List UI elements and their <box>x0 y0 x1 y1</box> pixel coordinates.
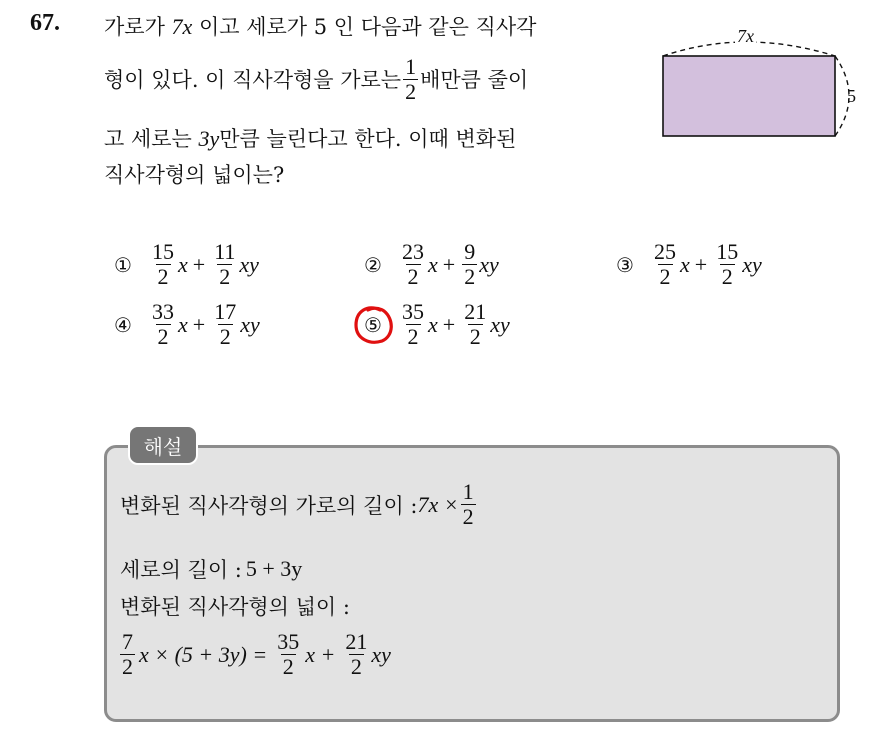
choice-var: xy <box>479 251 499 277</box>
height-label: 5 <box>847 86 856 106</box>
solution-expr: 5 + 3y <box>245 556 303 581</box>
question-var-3y: 3y <box>198 126 220 151</box>
choice-fraction <box>150 240 176 289</box>
choice-2[interactable] <box>360 240 499 289</box>
choice-fraction <box>462 300 488 349</box>
question-number: 67. <box>30 10 60 36</box>
fraction-numerator: 17 <box>214 299 237 324</box>
choice-number: ① <box>114 252 132 277</box>
fraction-numerator: 35 <box>402 299 424 324</box>
choice-4[interactable] <box>110 300 260 349</box>
solution-text: 변화된 직사각형의 가로의 길이 : <box>120 493 418 518</box>
fraction-denominator: 2 <box>721 264 733 289</box>
fraction-numerator: 25 <box>654 239 676 264</box>
fraction-numerator: 21 <box>464 299 487 324</box>
choice-var: x <box>428 251 438 277</box>
choice-fraction <box>400 240 426 289</box>
rectangle-diagram <box>655 20 870 150</box>
question-text: 가로가 <box>104 15 172 39</box>
fraction-denominator: 2 <box>407 324 419 349</box>
solution-line-1 <box>120 480 478 529</box>
fraction-denominator: 2 <box>405 79 417 104</box>
solution-fraction <box>343 630 369 679</box>
solution-fraction <box>120 630 135 679</box>
fraction-numerator: 21 <box>345 629 368 654</box>
fraction-denominator: 2 <box>659 264 671 289</box>
fraction-denominator: 2 <box>157 324 169 349</box>
fraction-denominator: 2 <box>157 264 169 289</box>
question-text: 배만큼 줄이 <box>420 67 529 92</box>
fraction-denominator: 2 <box>219 324 231 349</box>
choice-fraction <box>652 240 678 289</box>
choice-var: xy <box>742 251 762 277</box>
question-var-7x: 7x <box>171 14 193 39</box>
solution-text: 세로의 길이 : <box>120 558 242 582</box>
choice-var: xy <box>240 311 260 337</box>
choice-number: ② <box>364 252 382 277</box>
solution-expr: xy <box>371 641 391 667</box>
choice-var: xy <box>490 311 510 337</box>
purple-rectangle <box>663 56 835 136</box>
fraction-numerator: 1 <box>405 54 417 79</box>
solution-expr: x × (5 + 3y) = <box>139 641 268 667</box>
choice-var: x <box>428 311 438 337</box>
fraction-denominator: 2 <box>462 504 474 529</box>
choice-var: xy <box>239 251 259 277</box>
fraction-denominator: 2 <box>350 654 362 679</box>
choice-fraction <box>714 240 740 289</box>
choice-var: x <box>178 311 188 337</box>
choice-1[interactable] <box>110 240 259 289</box>
plus-sign: + <box>694 251 708 277</box>
solution-line-4 <box>118 630 391 679</box>
choice-fraction <box>462 240 477 289</box>
plus-sign: + <box>192 251 206 277</box>
fraction-numerator: 11 <box>214 239 236 264</box>
plus-sign: + <box>442 311 456 337</box>
choice-number <box>360 313 386 337</box>
choice-3[interactable] <box>612 240 762 289</box>
plus-sign: + <box>442 251 456 277</box>
fraction-denominator: 2 <box>464 264 476 289</box>
question-line-1 <box>104 12 536 42</box>
choice-var: x <box>680 251 690 277</box>
fraction-numerator: 35 <box>277 629 300 654</box>
question-line-4: 직사각형의 넓이는? <box>104 163 285 187</box>
fraction-denominator: 2 <box>282 654 294 679</box>
choice-number: ④ <box>114 312 132 337</box>
choice-number-glyph: ⑤ <box>364 312 382 337</box>
choice-fraction <box>212 300 238 349</box>
solution-fraction <box>461 480 476 529</box>
choice-number: ③ <box>616 252 634 277</box>
question-text: 형이 있다. 이 직사각형을 가로는 <box>104 67 402 92</box>
fraction-half <box>403 55 418 104</box>
choice-fraction <box>212 240 237 289</box>
question-text: 고 세로는 <box>104 127 199 151</box>
choice-fraction <box>400 300 426 349</box>
fraction-numerator: 7 <box>122 629 133 654</box>
rectangle-figure <box>655 20 870 150</box>
answer-circle-mark <box>350 301 398 349</box>
question-line-3 <box>104 124 516 154</box>
choice-5[interactable] <box>360 300 510 349</box>
fraction-numerator: 1 <box>462 479 474 504</box>
fraction-numerator: 15 <box>152 239 174 264</box>
fraction-numerator: 33 <box>152 299 174 324</box>
fraction-denominator: 2 <box>122 654 133 679</box>
question-text: 이고 세로가 5 인 다음과 같은 직사각 <box>192 15 537 39</box>
fraction-numerator: 15 <box>716 239 739 264</box>
fraction-denominator: 2 <box>407 264 419 289</box>
plus-sign: + <box>192 311 206 337</box>
solution-fraction <box>275 630 301 679</box>
fraction-numerator: 9 <box>464 239 476 264</box>
solution-tag: 해설 <box>128 425 198 465</box>
solution-line-2 <box>120 554 302 584</box>
answer-circle-stroke <box>356 307 391 341</box>
solution-expr: 7x × <box>417 491 459 517</box>
question-line-2 <box>104 55 528 104</box>
choice-fraction <box>150 300 176 349</box>
width-label: 7x <box>737 26 754 46</box>
fraction-denominator: 2 <box>219 264 231 289</box>
question-text: 만큼 늘린다고 한다. 이때 변화된 <box>219 127 517 151</box>
solution-expr: x + <box>305 641 336 667</box>
solution-line-3: 변화된 직사각형의 넓이 : <box>120 595 350 619</box>
fraction-numerator: 23 <box>402 239 424 264</box>
choice-var: x <box>178 251 188 277</box>
fraction-denominator: 2 <box>469 324 481 349</box>
